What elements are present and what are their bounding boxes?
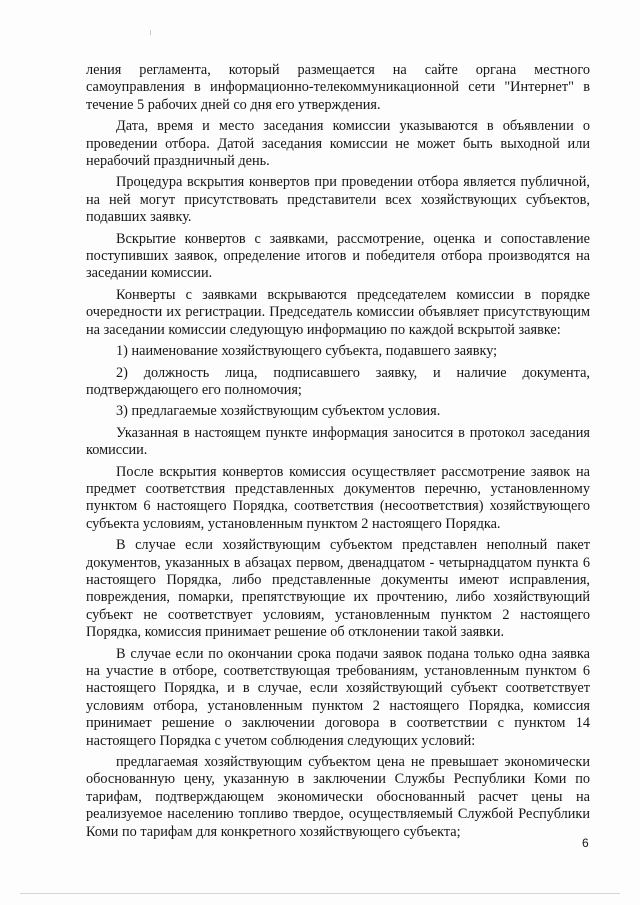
paragraph-price-condition: предлагаемая хозяйствующим субъектом цена не превышает экономически обоснованную цену, указанную в заключении Службы Республики Коми по тарифам, подтверждающем экономически обоснованный расчет цены на реализуемое населению топливо твердое, осуществляемый Службой Республики Коми по тарифам для конкретного хозяйствующего субъекта; xyxy=(86,754,590,840)
paragraph-envelope-opening: Конверты с заявками вскрываются председателем комиссии в порядке очередности их регистрации. Председатель комиссии объявляет присутствующим на заседании комиссии следующую информацию по каждой вскрытой заявке: xyxy=(86,286,590,338)
page-number: 6 xyxy=(582,836,589,850)
paragraph-protocol: Указанная в настоящем пункте информация заносится в протокол заседания комиссии. xyxy=(86,424,590,459)
paragraph-review: После вскрытия конвертов комиссия осуществляет рассмотрение заявок на предмет соответствия представленных документов перечню, установленному пунктом 6 настоящего Порядка, соответствия (несоответствия) хозяйствующего субъекта условиям, установленным пунктом 2 настоящего Порядка. xyxy=(86,463,590,532)
list-item-1: 1) наименование хозяйствующего субъекта, подавшего заявку; xyxy=(116,343,498,360)
scan-edge xyxy=(20,893,620,894)
list-item-3: 3) предлагаемые хозяйствующим субъектом условия. xyxy=(116,403,441,420)
paragraph-single-application: В случае если по окончании срока подачи заявок подана только одна заявка на участие в отборе, соответствующая требованиям, установленным пунктом 6 настоящего Порядка, и в случае, если хозяйствующий субъект соответствует условиям отбора, установленным пунктом 2 настоящего Порядка, комиссия принимает решение о заключении договора в соответствии с пунктом 14 настоящего Порядка с учетом соблюдения следующих условий: xyxy=(86,645,590,749)
paragraph-opening-review: Вскрытие конвертов с заявками, рассмотрение, оценка и сопоставление поступивших заявок, определение итогов и победителя отбора производятся на заседании комиссии. xyxy=(86,230,590,282)
paragraph-meeting-date: Дата, время и место заседания комиссии указываются в объявлении о проведении отбора. Датой заседания комиссии не может быть выходной или нерабочий праздничный день. xyxy=(86,118,590,170)
document-body xyxy=(86,62,590,845)
scan-artifact xyxy=(150,30,151,35)
paragraph-opening-procedure: Процедура вскрытия конвертов при проведении отбора является публичной, на ней могут присутствовать представители всех хозяйствующих субъектов, подавших заявку. xyxy=(86,174,590,226)
paragraph-rejection: В случае если хозяйствующим субъектом представлен неполный пакет документов, указанных в абзацах первом, двенадцатом - четырнадцатом пункта 6 настоящего Порядка, либо представленные документы имеют исправления, повреждения, помарки, препятствующие их прочтению, либо хозяйствующий субъект не соответствует условиям, установленным пунктом 2 настоящего Порядка, комиссия принимает решение об отклонении такой заявки. xyxy=(86,537,590,641)
list-item-2: 2) должность лица, подписавшего заявку, и наличие документа, подтверждающего его полномочия; xyxy=(86,364,590,398)
paragraph-continuation: ления регламента, который размещается на сайте органа местного самоуправления в информационно-телекоммуникационной сети "Интернет" в течение 5 рабочих дней со дня его утверждения. xyxy=(86,62,590,113)
